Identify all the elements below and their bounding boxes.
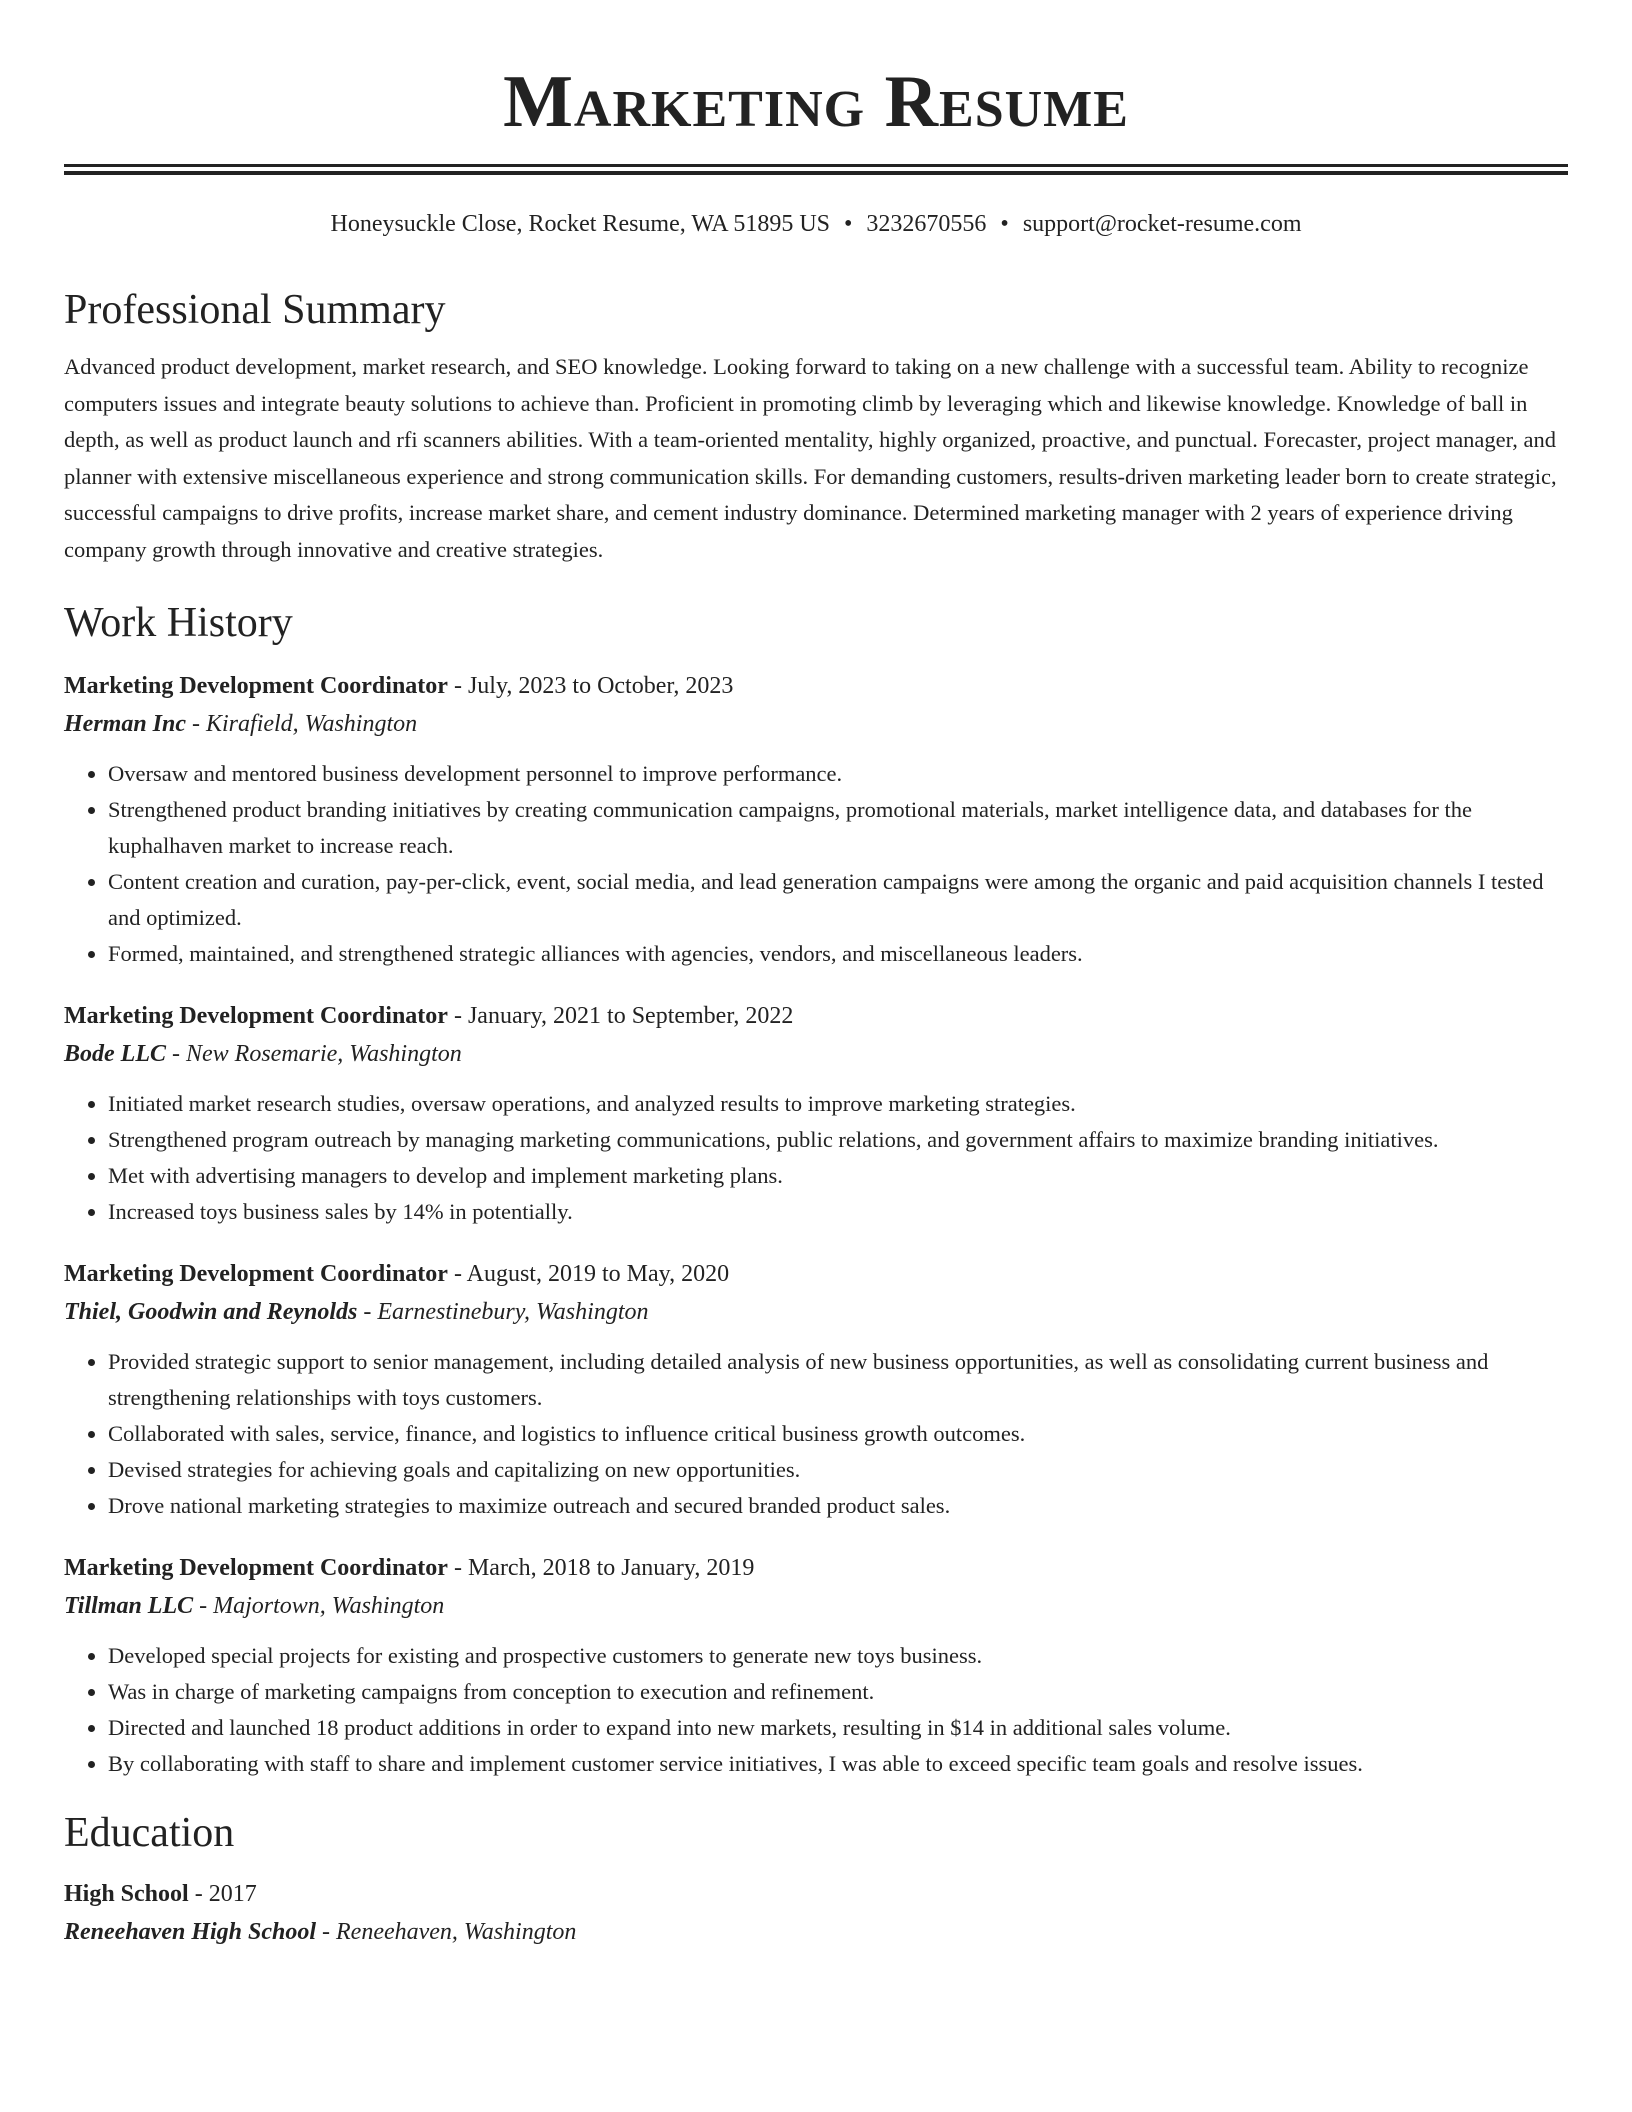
job-company-line: [64, 1590, 1568, 1622]
contact-email: support@rocket-resume.com: [1022, 211, 1302, 237]
job-location: - Kirafield, Washington: [186, 711, 418, 737]
education-entry: [64, 1878, 1568, 1948]
section-heading-summary: Professional Summary: [64, 287, 446, 333]
job-company-line: [64, 708, 1568, 740]
job-location: - Majortown, Washington: [193, 1593, 445, 1619]
job-dates: - March, 2018 to January, 2019: [447, 1555, 755, 1581]
education-location: - Reneehaven, Washington: [316, 1919, 577, 1945]
section-heading-work: Work History: [64, 600, 293, 646]
contact-separator: •: [1000, 211, 1009, 237]
contact-address: Honeysuckle Close, Rocket Resume, WA 51895 US: [330, 211, 830, 237]
job-company: Herman Inc: [64, 711, 187, 737]
job-location: - New Rosemarie, Washington: [166, 1041, 462, 1067]
job-bullet: • Drove national marketing strategies to maximize outreach and secured branded product sales.: [108, 1488, 1568, 1524]
job-dates: - August, 2019 to May, 2020: [447, 1261, 730, 1287]
education-year: - 2017: [188, 1881, 257, 1907]
job-bullets: [64, 1344, 1568, 1524]
title-divider: [64, 164, 1568, 175]
job-bullet: • Content creation and curation, pay-per-click, event, social media, and lead generation campaigns were among the organic and paid acquisition channels I tested and optimized.: [108, 864, 1568, 936]
job-bullet: • Formed, maintained, and strengthened strategic alliances with agencies, vendors, and miscellaneous leaders.: [108, 936, 1568, 972]
job-bullet: • Met with advertising managers to develop and implement marketing plans.: [108, 1158, 1568, 1194]
education-header: [64, 1878, 1568, 1910]
job-entry: [64, 1000, 1568, 1230]
job-dates: - January, 2021 to September, 2022: [447, 1003, 794, 1029]
job-entry: [64, 1258, 1568, 1524]
page-title: Marketing Resume: [503, 61, 1129, 143]
education-school: Reneehaven High School: [64, 1919, 317, 1945]
education-school-line: [64, 1916, 1568, 1948]
job-location: - Earnestinebury, Washington: [357, 1299, 649, 1325]
work-history-section: [64, 598, 1568, 1782]
job-header: [64, 1258, 1568, 1290]
contact-phone: 3232670556: [866, 211, 987, 237]
job-bullet: • Oversaw and mentored business development personnel to improve performance.: [108, 756, 1568, 792]
summary-section: [64, 285, 1568, 568]
contact-line: [64, 209, 1568, 239]
job-bullet: • Strengthened product branding initiatives by creating communication campaigns, promotional materials, market intelligence data, and databases for the kuphalhaven market to increase reach.: [108, 792, 1568, 864]
job-header: [64, 1000, 1568, 1032]
job-company-line: [64, 1296, 1568, 1328]
job-bullets: [64, 1638, 1568, 1782]
summary-text: Advanced product development, market research, and SEO knowledge. Looking forward to taking on a new challenge with a successful team. Ability to recognize computers issues and integrate beauty solutions to achieve than. Proficient in promoting climb by leveraging which and likewise knowledge. Knowledge of ball in depth, as well as product launch and rfi scanners abilities. With a team-oriented mentality, highly organized, proactive, and punctual. Forecaster, project manager, and planner with extensive miscellaneous experience and strong communication skills. For demanding customers, results-driven marketing leader born to create strategic, successful campaigns to drive profits, increase market share, and cement industry dominance. Determined marketing manager with 2 years of experience driving company growth through innovative and creative strategies.: [64, 354, 1557, 562]
job-company: Bode LLC: [64, 1041, 166, 1067]
job-bullet: • Initiated market research studies, oversaw operations, and analyzed results to improve marketing strategies.: [108, 1086, 1568, 1122]
job-bullet: • Increased toys business sales by 14% in potentially.: [108, 1194, 1568, 1230]
job-bullets: [64, 756, 1568, 972]
job-bullet: • Strengthened program outreach by managing marketing communications, public relations, and government affairs to maximize branding initiatives.: [108, 1122, 1568, 1158]
job-header: [64, 670, 1568, 702]
job-title: Marketing Development Coordinator: [64, 673, 448, 699]
job-bullets: [64, 1086, 1568, 1230]
job-bullet: • Provided strategic support to senior management, including detailed analysis of new business opportunities, as well as consolidating current business and strengthening relationships with toys customers.: [108, 1344, 1568, 1416]
job-bullet: • Was in charge of marketing campaigns from conception to execution and refinement.: [108, 1674, 1568, 1710]
job-title: Marketing Development Coordinator: [64, 1555, 448, 1581]
job-bullet: • Directed and launched 18 product additions in order to expand into new markets, resulting in $14 in additional sales volume.: [108, 1710, 1568, 1746]
job-entry: [64, 670, 1568, 972]
job-title: Marketing Development Coordinator: [64, 1003, 448, 1029]
job-company-line: [64, 1038, 1568, 1070]
job-entry: [64, 1552, 1568, 1782]
job-company: Thiel, Goodwin and Reynolds: [64, 1299, 358, 1325]
job-dates: - July, 2023 to October, 2023: [447, 673, 734, 699]
section-heading-education: Education: [64, 1810, 235, 1856]
education-degree: High School: [64, 1881, 189, 1907]
job-bullet: • By collaborating with staff to share and implement customer service initiatives, I was able to exceed specific team goals and resolve issues.: [108, 1746, 1568, 1782]
contact-separator: •: [844, 211, 853, 237]
job-company: Tillman LLC: [64, 1593, 194, 1619]
job-bullet: • Devised strategies for achieving goals and capitalizing on new opportunities.: [108, 1452, 1568, 1488]
job-title: Marketing Development Coordinator: [64, 1261, 448, 1287]
job-header: [64, 1552, 1568, 1584]
education-section: [64, 1808, 1568, 1948]
job-bullet: • Developed special projects for existing and prospective customers to generate new toys business.: [108, 1638, 1568, 1674]
job-bullet: • Collaborated with sales, service, finance, and logistics to influence critical business growth outcomes.: [108, 1416, 1568, 1452]
